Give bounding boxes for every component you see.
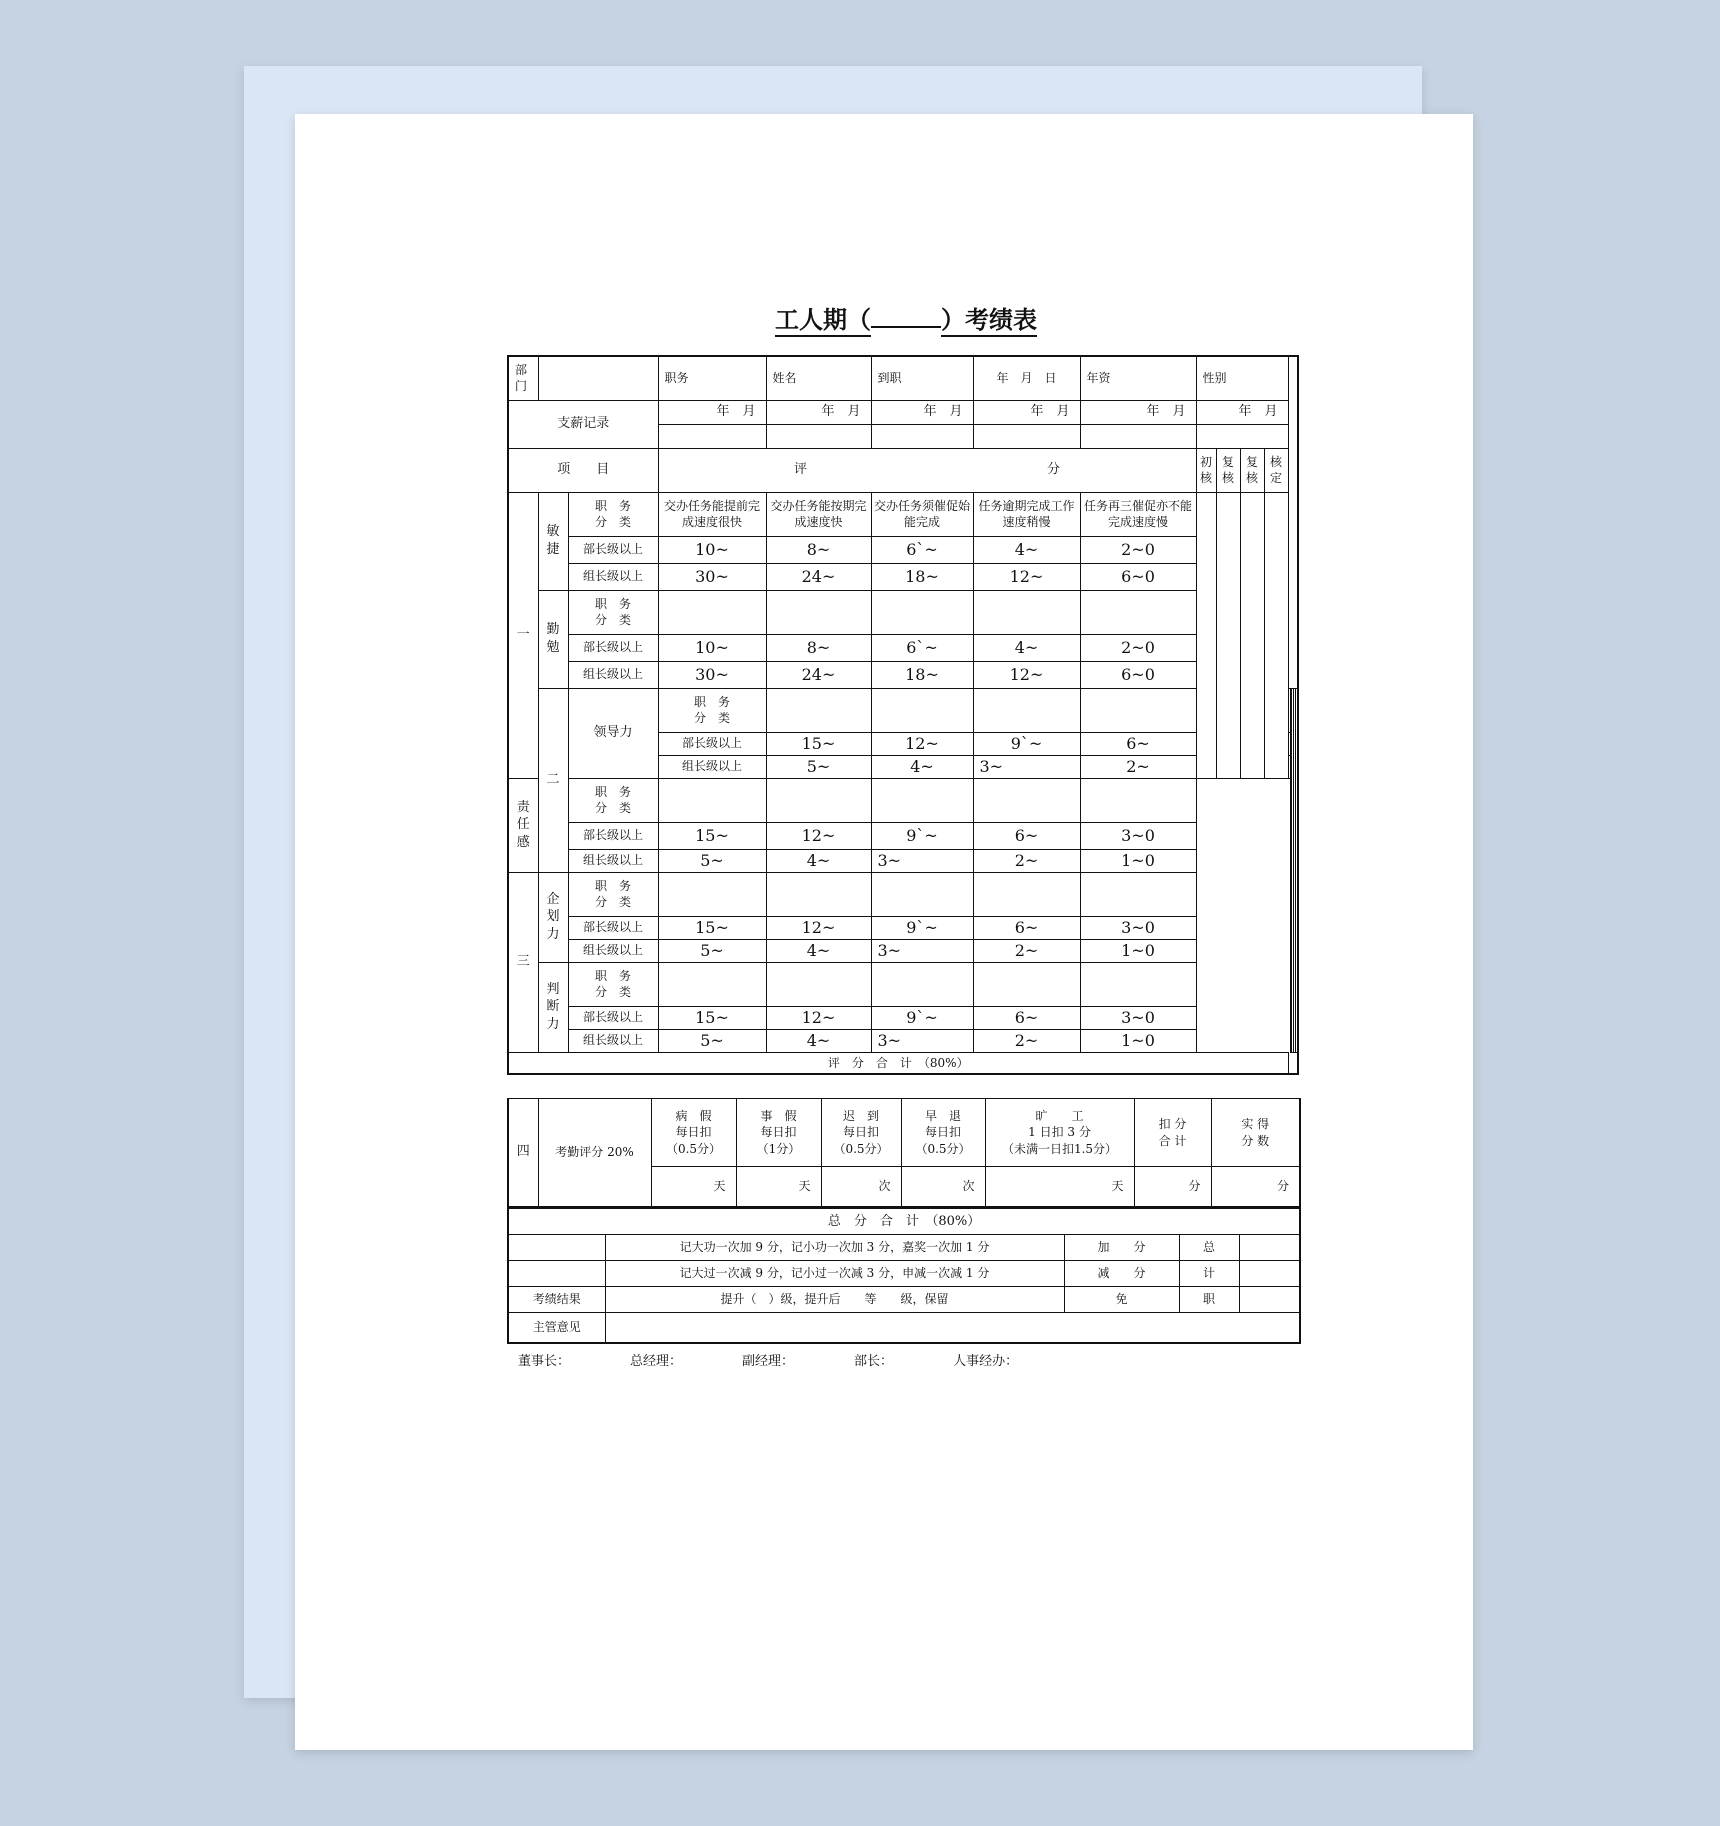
criteria-row — [508, 962, 1298, 1006]
attendance-table — [507, 1098, 1301, 1208]
blank — [658, 872, 766, 916]
score: 30~ — [658, 563, 766, 590]
score: 6`~ — [871, 634, 973, 661]
score: 2~ — [1080, 755, 1196, 778]
check-cell[interactable] — [1264, 492, 1288, 778]
dept-value[interactable] — [538, 356, 658, 400]
score: 3~0 — [1080, 1006, 1196, 1029]
job-class: 职 务 分 类 — [568, 962, 658, 1006]
factor-leadership: 领导力 — [568, 688, 658, 778]
demerit-row — [508, 1261, 1300, 1287]
rank-dept: 部长级以上 — [568, 536, 658, 563]
job-class: 职 务 分 类 — [568, 872, 658, 916]
blank — [658, 962, 766, 1006]
score: 24~ — [766, 661, 871, 688]
score: 12~ — [973, 563, 1080, 590]
rank-dept: 部长级以上 — [658, 732, 766, 755]
criteria-3: 交办任务须催促始能完成 — [871, 492, 973, 536]
job-class: 职 务 分 类 — [568, 778, 658, 822]
seniority-label: 年资 — [1080, 356, 1196, 400]
salary-ym-3: 年 月 — [871, 400, 973, 424]
check-review-2: 复核 — [1240, 448, 1264, 492]
score: 4~ — [973, 536, 1080, 563]
score: 12~ — [973, 661, 1080, 688]
total-label-2: 计 — [1179, 1261, 1239, 1287]
sick-leave: 病 假 每日扣 （0.5分） — [651, 1099, 736, 1167]
score-row — [508, 822, 1298, 849]
score: 9`~ — [871, 1006, 973, 1029]
score: 6~0 — [1080, 563, 1196, 590]
blank — [973, 590, 1080, 634]
blank — [658, 590, 766, 634]
sick-days[interactable]: 天 — [651, 1167, 736, 1207]
blank — [871, 778, 973, 822]
attendance-label: 考勤评分 20% — [538, 1099, 651, 1207]
salary-val-1[interactable] — [658, 424, 766, 448]
salary-val-6[interactable] — [1196, 424, 1288, 448]
blank — [973, 688, 1080, 732]
job-class: 职 务 分 类 — [568, 492, 658, 536]
deduct-total: 扣 分 合 计 — [1134, 1099, 1211, 1167]
position-label: 职务 — [658, 356, 766, 400]
job-class: 职 务 分 类 — [568, 590, 658, 634]
blank — [766, 778, 871, 822]
score: 8~ — [766, 634, 871, 661]
criteria-1: 交办任务能提前完成速度很快 — [658, 492, 766, 536]
score: 9`~ — [871, 916, 973, 939]
score: 3~ — [871, 849, 973, 872]
rank-group: 组长级以上 — [568, 939, 658, 962]
score: 5~ — [658, 849, 766, 872]
join-date: 年 月 日 — [973, 356, 1080, 400]
absenteeism: 旷 工 1 日扣 3 分 （未满一日扣1.5分） — [985, 1099, 1134, 1167]
blank — [1080, 688, 1196, 732]
blank — [508, 1235, 605, 1261]
check-approve: 核定 — [1264, 448, 1288, 492]
merit-text: 记大功一次加 9 分，记小功一次加 3 分，嘉奖一次加 1 分 — [605, 1235, 1064, 1261]
early-times[interactable]: 次 — [901, 1167, 985, 1207]
blank — [508, 1261, 605, 1287]
rank-dept: 部长级以上 — [568, 634, 658, 661]
demerit-text: 记大过一次减 9 分，记小过一次减 3 分，申减一次减 1 分 — [605, 1261, 1064, 1287]
score: 24~ — [766, 563, 871, 590]
score-row — [508, 849, 1298, 872]
check-initial: 初核 — [1196, 448, 1216, 492]
score: 15~ — [658, 822, 766, 849]
check-cell[interactable] — [1296, 688, 1298, 1052]
rank-group: 组长级以上 — [568, 563, 658, 590]
blank — [973, 778, 1080, 822]
score-row — [508, 939, 1298, 962]
absent-days[interactable]: 天 — [985, 1167, 1134, 1207]
score: 6~ — [973, 916, 1080, 939]
check-cell[interactable] — [1240, 492, 1264, 778]
score: 15~ — [766, 732, 871, 755]
factor-judgment: 判断力 — [538, 962, 568, 1052]
summary-table — [507, 1208, 1301, 1344]
check-cell[interactable] — [1196, 492, 1216, 778]
salary-val-2[interactable] — [766, 424, 871, 448]
form-title: 工人期（ ）考绩表 — [507, 300, 1305, 335]
result-row — [508, 1287, 1300, 1313]
score: 9`~ — [973, 732, 1080, 755]
subtotal-label: 评 分 合 计 （80%） — [508, 1052, 1288, 1074]
add-label: 加 分 — [1064, 1235, 1179, 1261]
score: 3~ — [871, 939, 973, 962]
salary-ym-1: 年 月 — [658, 400, 766, 424]
score: 6`~ — [871, 536, 973, 563]
score: 12~ — [766, 822, 871, 849]
items-header — [508, 448, 1298, 492]
grand-total-label: 总 分 合 计 （80%） — [508, 1209, 1300, 1235]
score: 18~ — [871, 661, 973, 688]
blank — [766, 962, 871, 1006]
sign-hr: 人事经办： — [953, 1354, 1019, 1369]
score: 1~0 — [1080, 939, 1196, 962]
score: 2~ — [973, 849, 1080, 872]
sign-gm: 总经理： — [630, 1354, 683, 1369]
factor-planning: 企划力 — [538, 872, 568, 962]
personal-leave: 事 假 每日扣 （1分） — [736, 1099, 821, 1167]
score: 10~ — [658, 634, 766, 661]
attendance-row — [508, 1099, 1300, 1167]
score-row — [508, 536, 1298, 563]
criteria-4: 任务逾期完成工作速度稍慢 — [973, 492, 1080, 536]
total-value[interactable] — [1239, 1235, 1300, 1261]
blank — [871, 688, 973, 732]
score: 2~0 — [1080, 536, 1196, 563]
check-cell[interactable] — [1216, 492, 1240, 778]
salary-label: 支薪记录 — [508, 400, 658, 448]
grand-total-row — [508, 1209, 1300, 1235]
score: 4~ — [766, 1029, 871, 1052]
evaluation-table — [507, 355, 1299, 1075]
subtotal-row — [508, 1052, 1298, 1074]
rank-group: 组长级以上 — [568, 849, 658, 872]
factor-agility: 敏捷 — [538, 492, 568, 590]
score: 6~ — [1080, 732, 1196, 755]
criteria-5: 任务再三催促亦不能完成速度慢 — [1080, 492, 1196, 536]
criteria-row — [508, 778, 1298, 822]
score — [1288, 755, 1290, 778]
result-text: 提升（ ）级，提升后 等 级，保留 — [605, 1287, 1064, 1313]
dismiss-label: 免 — [1064, 1287, 1179, 1313]
blank — [871, 962, 973, 1006]
rank-group: 组长级以上 — [658, 755, 766, 778]
salary-val-3[interactable] — [871, 424, 973, 448]
blank — [1080, 590, 1196, 634]
score: 5~ — [658, 939, 766, 962]
score: 4~ — [973, 634, 1080, 661]
result-label: 考绩结果 — [508, 1287, 605, 1313]
score: 12~ — [766, 1006, 871, 1029]
factor-responsibility: 责任感 — [508, 778, 538, 872]
join-label: 到职 — [871, 356, 973, 400]
rank-group: 组长级以上 — [568, 661, 658, 688]
personal-days[interactable]: 天 — [736, 1167, 821, 1207]
score: 15~ — [658, 1006, 766, 1029]
score: 3~ — [973, 755, 1080, 778]
blank — [871, 872, 973, 916]
signature-line — [518, 1350, 1298, 1369]
blank — [973, 962, 1080, 1006]
section-three: 三 — [508, 872, 538, 1052]
job-label: 职 — [1179, 1287, 1239, 1313]
dept-label: 部门 — [508, 356, 538, 400]
factor-diligence: 勤勉 — [538, 590, 568, 688]
rank-group: 组长级以上 — [568, 1029, 658, 1052]
score: 5~ — [658, 1029, 766, 1052]
blank — [766, 590, 871, 634]
criteria-row — [508, 872, 1298, 916]
blank — [973, 872, 1080, 916]
blank — [1080, 778, 1196, 822]
criteria-2: 交办任务能按期完成速度快 — [766, 492, 871, 536]
score: 3~0 — [1080, 916, 1196, 939]
salary-ym-6: 年 月 — [1196, 400, 1288, 424]
total-value[interactable] — [1239, 1261, 1300, 1287]
blank — [871, 590, 973, 634]
criteria-row — [508, 590, 1298, 634]
score — [1288, 732, 1290, 755]
score: 2~ — [973, 1029, 1080, 1052]
section-one: 一 — [508, 492, 538, 778]
score: 12~ — [766, 916, 871, 939]
score: 9`~ — [871, 822, 973, 849]
score-row — [508, 1006, 1298, 1029]
score: 10~ — [658, 536, 766, 563]
late: 迟 到 每日扣 （0.5分） — [821, 1099, 901, 1167]
sub-label: 减 分 — [1064, 1261, 1179, 1287]
sign-deputy: 副经理： — [742, 1354, 795, 1369]
score: 4~ — [766, 849, 871, 872]
items-label: 项 目 — [508, 448, 658, 492]
score: 1~0 — [1080, 849, 1196, 872]
score: 6~0 — [1080, 661, 1196, 688]
sign-minister: 部长： — [854, 1354, 894, 1369]
blank — [1080, 872, 1196, 916]
blank — [1080, 962, 1196, 1006]
score: 8~ — [766, 536, 871, 563]
score: 6~ — [973, 822, 1080, 849]
name-label: 姓名 — [766, 356, 871, 400]
score: 1~0 — [1080, 1029, 1196, 1052]
supervisor-opinion[interactable] — [605, 1313, 1300, 1343]
deduct-points[interactable]: 分 — [1134, 1167, 1211, 1207]
score-row — [508, 661, 1298, 688]
criteria-row — [508, 688, 1298, 732]
score: 2~0 — [1080, 634, 1196, 661]
header-row — [508, 356, 1298, 400]
score: 4~ — [871, 755, 973, 778]
score: 2~ — [973, 939, 1080, 962]
early-leave: 早 退 每日扣 （0.5分） — [901, 1099, 985, 1167]
score-row — [508, 634, 1298, 661]
supervisor-row — [508, 1313, 1300, 1343]
section-two: 二 — [538, 688, 568, 872]
actual-score: 实 得 分 数 — [1211, 1099, 1300, 1167]
result-value[interactable] — [1239, 1287, 1300, 1313]
total-label-1: 总 — [1179, 1235, 1239, 1261]
score: 4~ — [766, 939, 871, 962]
salary-ym-2: 年 月 — [766, 400, 871, 424]
job-class: 职 务 分 类 — [658, 688, 766, 732]
salary-ym-5: 年 月 — [1080, 400, 1196, 424]
score: 15~ — [658, 916, 766, 939]
salary-row — [508, 400, 1298, 424]
score: 6~ — [973, 1006, 1080, 1029]
salary-val-4[interactable] — [973, 424, 1080, 448]
criteria-row — [508, 492, 1298, 536]
blank — [658, 778, 766, 822]
merit-row — [508, 1235, 1300, 1261]
score: 18~ — [871, 563, 973, 590]
gender-label: 性别 — [1196, 356, 1288, 400]
score-row — [508, 563, 1298, 590]
actual-points[interactable]: 分 — [1211, 1167, 1300, 1207]
blank — [766, 688, 871, 732]
score: 30~ — [658, 661, 766, 688]
score: 12~ — [871, 732, 973, 755]
late-times[interactable]: 次 — [821, 1167, 901, 1207]
score-row — [508, 1029, 1298, 1052]
score-label: 评 分 — [658, 448, 1196, 492]
rank-dept: 部长级以上 — [568, 1006, 658, 1029]
check-review-1: 复核 — [1216, 448, 1240, 492]
supervisor-label: 主管意见 — [508, 1313, 605, 1343]
rank-dept: 部长级以上 — [568, 822, 658, 849]
score: 3~ — [871, 1029, 973, 1052]
sign-chairman: 董事长： — [518, 1354, 571, 1369]
salary-val-5[interactable] — [1080, 424, 1196, 448]
blank — [766, 872, 871, 916]
score: 5~ — [766, 755, 871, 778]
score: 3~0 — [1080, 822, 1196, 849]
salary-ym-4: 年 月 — [973, 400, 1080, 424]
section-four: 四 — [508, 1099, 538, 1207]
rank-dept: 部长级以上 — [568, 916, 658, 939]
score-row — [508, 916, 1298, 939]
